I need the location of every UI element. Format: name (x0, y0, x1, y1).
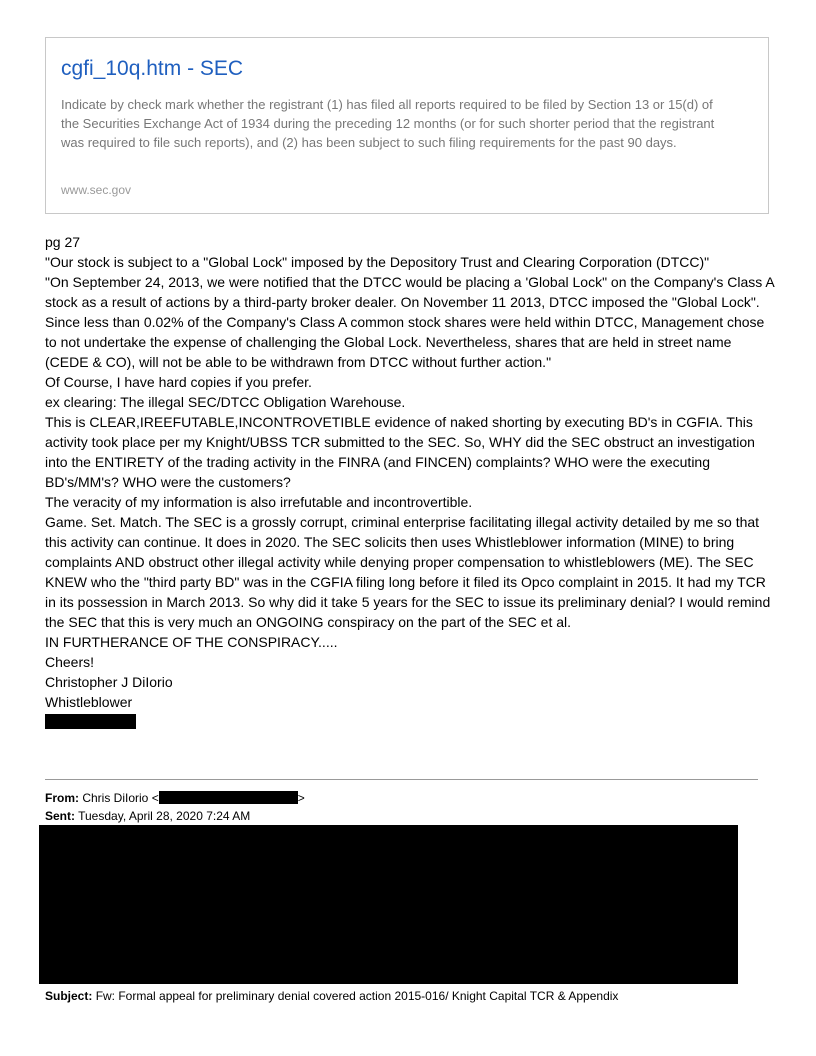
body-line: This is CLEAR,IREEFUTABLE,INCONTROVETIBLE evidence of naked shorting by executing BD's in CGFIA. This activity took place per my Knight/UBSS TCR submitted to the SEC. So, WHY did the SEC obstruct an investigation into the ENTIRETY of the trading activity in the FINRA (and FINCEN) complaints? WHO were the executing BD's/MM's? WHO were the customers? (45, 414, 755, 490)
sent-label: Sent: (45, 809, 75, 823)
signature-title: Whistleblower (45, 694, 133, 710)
link-preview-description: Indicate by check mark whether the registrant (1) has filed all reports required to be filed by Section 13 or 15(d) of the Securities Exchange Act of 1934 during the preceding 12 months (or for such shorter period that the registrant was required to file such reports), and (2) has been subject to such filing requirements for the past 90 days. (61, 97, 715, 150)
redaction-block (39, 825, 738, 984)
subject-label: Subject: (45, 989, 93, 1003)
body-line: pg 27 (45, 234, 81, 250)
email-subject-row (45, 988, 618, 1004)
from-name: Chris DiIorio < (82, 791, 159, 805)
email-sent-row (45, 808, 250, 824)
email-from-row (45, 790, 305, 806)
body-line: IN FURTHERANCE OF THE CONSPIRACY..... (45, 634, 338, 650)
link-preview-url[interactable]: www.sec.gov (61, 183, 132, 197)
body-line: Game. Set. Match. The SEC is a grossly corrupt, criminal enterprise facilitating illegal activity detailed by me so that this activity can continue. It does in 2020. The SEC solicits then uses Whistleblower information (MINE) to bring complaints AND obstruct other illegal activity while denying proper compensation to whistleblowers (ME). The SEC KNEW who the "third party BD" was in the CGFIA filing long before it filed its Opco complaint in 2015. It had my TCR in its possession in March 2013. So why did it take 5 years for the SEC to issue its preliminary denial? I would remind the SEC that this is very much an ONGOING conspiracy on the part of the SEC et al. (45, 514, 771, 630)
signature-name: Christopher J DiIorio (45, 674, 173, 690)
body-line: Of Course, I have hard copies if you prefer. (45, 374, 312, 390)
body-line: The veracity of my information is also irrefutable and incontrovertible. (45, 494, 473, 510)
body-line: "On September 24, 2013, we were notified that the DTCC would be placing a 'Global Lock" on the Company's Class A stock as a result of actions by a third-party broker dealer. On November 11 2013, DTCC imposed the "Global Lock". Since less than 0.02% of the Company's Class A common stock shares were held within DTCC, Management chose to not undertake the expense of challenging the Global Lock. Nevertheless, shares that are held in street name (CEDE & CO), will not be able to be withdrawn from DTCC without further action." (45, 274, 774, 370)
body-line: Cheers! (45, 654, 95, 670)
link-preview-title[interactable]: cgfi_10q.htm - SEC (61, 57, 244, 80)
from-label: From: (45, 791, 79, 805)
redaction-block (159, 791, 298, 804)
sent-value: Tuesday, April 28, 2020 7:24 AM (78, 809, 251, 823)
body-line: ex clearing: The illegal SEC/DTCC Obligation Warehouse. (45, 394, 406, 410)
body-line: "Our stock is subject to a "Global Lock" imposed by the Depository Trust and Clearing Corporation (DTCC)" (45, 254, 710, 270)
subject-value: Fw: Formal appeal for preliminary denial covered action 2015-016/ Knight Capital TCR & Appendix (95, 989, 619, 1003)
email-body (45, 232, 775, 712)
from-close: > (297, 791, 305, 805)
link-preview-card[interactable] (45, 37, 769, 214)
redaction-block (45, 714, 136, 729)
divider (45, 779, 758, 780)
